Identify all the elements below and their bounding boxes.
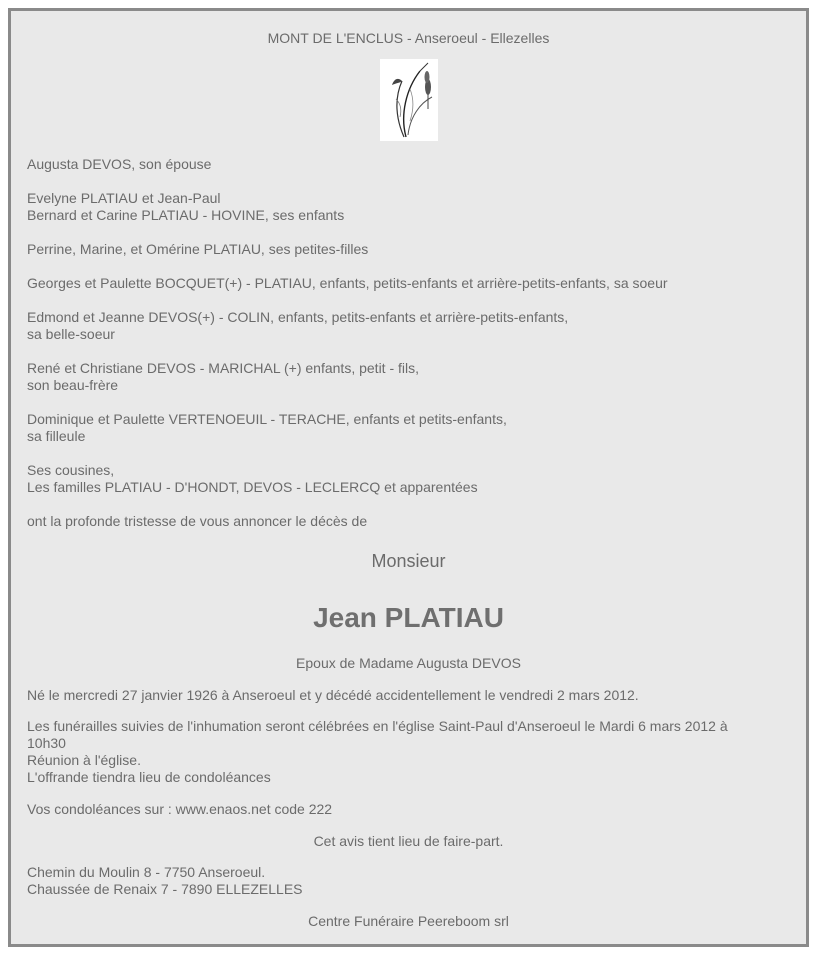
funeral-line: 10h30 xyxy=(27,735,66,751)
address-line: Chaussée de Renaix 7 - 7890 ELLEZELLES xyxy=(27,881,303,897)
family-line: Evelyne PLATIAU et Jean-Paul xyxy=(27,190,221,206)
wheat-ear-icon xyxy=(380,59,438,141)
address-line: Chemin du Moulin 8 - 7750 Anseroeul. xyxy=(27,864,266,880)
condolences-text: Vos condoléances sur : www.enaos.net code 222 xyxy=(27,801,333,817)
obituary-card xyxy=(8,8,809,947)
family-line: Edmond et Jeanne DEVOS(+) - COLIN, enfants, petits-enfants et arrière-petits-enfants, xyxy=(27,309,569,325)
family-line: Bernard et Carine PLATIAU - HOVINE, ses enfants xyxy=(27,207,345,223)
funeral-line: L'offrande tiendra lieu de condoléances xyxy=(27,769,271,785)
funeral-line: Réunion à l'église. xyxy=(27,752,141,768)
family-line: René et Christiane DEVOS - MARICHAL (+) enfants, petit - fils, xyxy=(27,360,420,376)
family-line: Perrine, Marine, et Omérine PLATIAU, ses petites-filles xyxy=(27,241,369,257)
family-line: Augusta DEVOS, son épouse xyxy=(27,156,212,172)
family-line: Georges et Paulette BOCQUET(+) - PLATIAU, enfants, petits-enfants et arrière-petits-enfants, sa soeur xyxy=(27,275,668,291)
family-line: Dominique et Paulette VERTENOEUIL - TERACHE, enfants et petits-enfants, xyxy=(27,411,507,427)
family-line: Ses cousines, xyxy=(27,462,115,478)
family-line: sa filleule xyxy=(27,428,86,444)
announcement-text: ont la profonde tristesse de vous annoncer le décès de xyxy=(27,513,368,529)
birth-death-text: Né le mercredi 27 janvier 1926 à Anseroeul et y décédé accidentellement le vendredi 2 mars 2012. xyxy=(27,687,639,703)
family-line: sa belle-soeur xyxy=(27,326,115,342)
honorific: Monsieur xyxy=(371,551,446,571)
header-location: MONT DE L'ENCLUS - Anseroeul - Ellezelles xyxy=(267,30,550,46)
deceased-name: Jean PLATIAU xyxy=(313,602,504,633)
spouse-line: Epoux de Madame Augusta DEVOS xyxy=(296,655,521,671)
funeral-line: Les funérailles suivies de l'inhumation seront célébrées en l'église Saint-Paul d'Anseroeul le Mardi 6 mars 2012 à xyxy=(27,718,728,734)
notice-text: Cet avis tient lieu de faire-part. xyxy=(313,833,504,849)
family-line: Les familles PLATIAU - D'HONDT, DEVOS - LECLERCQ et apparentées xyxy=(27,479,478,495)
family-line: son beau-frère xyxy=(27,377,119,393)
funeral-home: Centre Funéraire Peereboom srl xyxy=(308,913,509,929)
